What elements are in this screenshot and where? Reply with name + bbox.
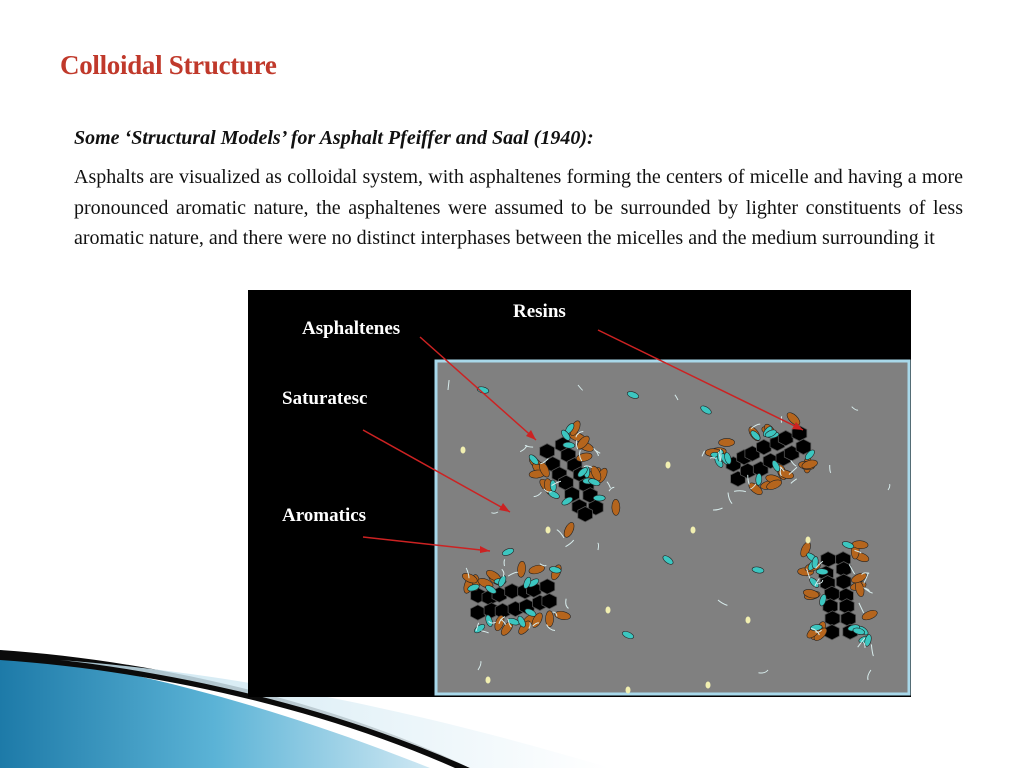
saturate-molecule (691, 527, 696, 534)
aromatics-label: Aromatics (282, 505, 367, 526)
asphaltene-sheet (778, 431, 793, 446)
resin-molecule (719, 438, 735, 446)
asphaltene-sheet (471, 605, 486, 620)
asphaltene-sheet (836, 574, 851, 589)
saturate-molecule (461, 447, 466, 454)
saturate-molecule (486, 677, 491, 684)
aromatic-molecule (816, 568, 828, 575)
asphaltene-sheet (540, 579, 555, 594)
asphaltene-sheet (578, 507, 593, 522)
colloidal-model-diagram (248, 290, 911, 697)
asphaltenes-label: Asphaltenes (302, 318, 401, 339)
asphaltene-sheet (825, 625, 840, 640)
aromatic-molecule (593, 495, 605, 501)
asphaltene-sheet (505, 584, 520, 599)
aromatic-molecule (563, 442, 575, 449)
asphaltene-sheet (757, 440, 772, 455)
asphaltene-sheet (841, 611, 856, 626)
resin-molecule (612, 499, 620, 515)
resins-label: Resins (513, 301, 566, 322)
asphaltene-sheet (542, 594, 557, 609)
saturate-molecule (746, 617, 751, 624)
saturates-label: Saturatesc (282, 388, 368, 409)
saturate-molecule (806, 537, 811, 544)
slide-title: Colloidal Structure (60, 50, 277, 80)
asphaltene-sheet (821, 552, 836, 567)
medium-panel (436, 361, 909, 694)
aromatic-molecule (755, 473, 762, 485)
saturate-molecule (706, 682, 711, 689)
saturate-molecule (626, 687, 631, 694)
saturate-molecule (546, 527, 551, 534)
body-paragraph: Asphalts are visualized as colloidal system, with asphaltenes forming the centers of micelle and having a more pronounced aromatic nature, the asphaltenes were assumed to be surrounded by lighter constituents of less aromatic nature, and there were no distinct interphases between the micelles and the medium surrounding it (74, 166, 963, 250)
asphaltene-sheet (825, 611, 840, 626)
saturate-molecule (666, 462, 671, 469)
colloidal-model-figure (248, 290, 911, 697)
saturate-molecule (606, 607, 611, 614)
slide-subtitle: Some ‘Structural Models’ for Asphalt Pfeiffer and Saal (1940): (74, 127, 594, 149)
